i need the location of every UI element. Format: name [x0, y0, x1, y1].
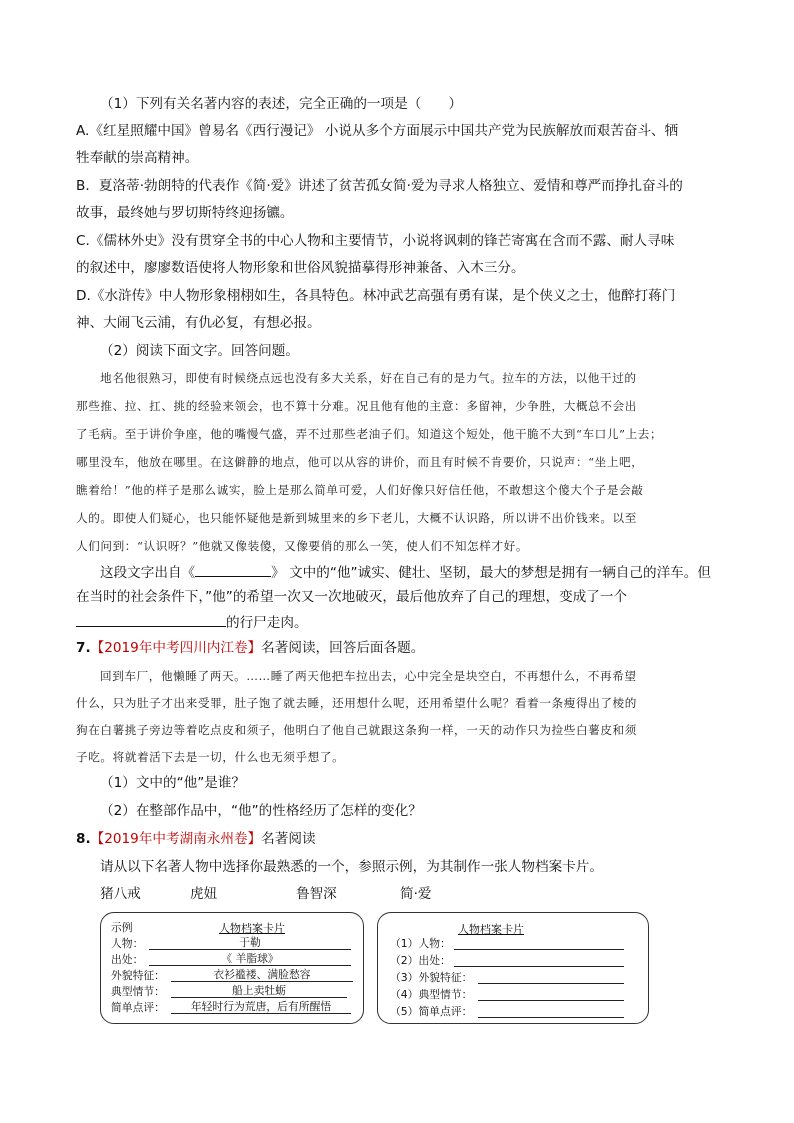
option-a-cont: 牲奉献的崇高精神。	[76, 150, 199, 166]
answer-text: 的行尸走肉。	[226, 615, 308, 631]
option-b-cont: 故事，最终她与罗切斯特终迎扬镳。	[76, 205, 294, 221]
example-label-source: 出处：	[111, 953, 144, 966]
blank-label-plot: （4）典型情节：	[390, 988, 473, 1001]
example-value-comment: 年轻时行为荒唐，后有所醒悟	[171, 1000, 351, 1014]
q8-instruction: 请从以下名著人物中选择你最熟悉的一个，参照示例，为其制作一张人物档案卡片。	[100, 859, 603, 875]
answer-line-3	[76, 612, 308, 633]
q7-passage-line: 狗在白薯挑子旁边等着吃点皮和须子，他明白了他自己就跟这条狗一样，一天的动作只为捡些白薯皮和须	[76, 723, 637, 737]
example-value-plot: 船上卖牡蛎	[171, 984, 347, 998]
character-option[interactable]: 鲁智深	[296, 886, 337, 902]
example-value-character: 于勒	[149, 936, 351, 950]
blank-label-source: （2）出处：	[390, 954, 451, 967]
passage-line: 了毛病。至于讲价争座，他的嘴慢气盛，弄不过那些老油子们。知道这个短处，他干脆不大到“车口儿”上去；	[76, 427, 663, 441]
q8-title: 名著阅读	[261, 831, 316, 847]
q7-sub-question-2: （2）在整部作品中，“他”的性格经历了怎样的变化？	[100, 803, 422, 819]
q7-number: 7.	[76, 640, 91, 656]
example-label-appearance: 外貌特征：	[111, 969, 165, 982]
example-value-source: 《 羊脂球》	[149, 952, 351, 966]
passage-line: 人们问到：“认识呀？”他就又像装傻，又像要俏的那么一笑，使人们不知怎样才好。	[76, 539, 529, 553]
passage-line: 那些推、拉、扛、挑的经验来领会，也不算十分难。况且他有他的主意：多留神，少争胜，大概总不会出	[76, 399, 637, 413]
passage-line: 哪里没车，他放在哪里。在这僻静的地点，他可以从容的讲价，而且有时候不肯要价，只说声：“坐上吧，	[76, 455, 644, 469]
q8-heading	[76, 829, 316, 849]
q7-source: 【2019年中考四川内江卷】	[90, 640, 262, 656]
example-tag: 示例	[111, 921, 133, 934]
answer-line-2: 在当时的社会条件下，”他”的希望一次又一次地破灭，最后他放弃了自己的理想，变成了一个	[76, 589, 628, 605]
book-title-blank[interactable]	[195, 562, 271, 577]
blank-field-source[interactable]	[454, 953, 624, 967]
character-option[interactable]: 简·爱	[400, 886, 432, 902]
blank-field-appearance[interactable]	[478, 970, 624, 984]
passage-line: 人的。即使人们疑心，也只能怀疑他是新到城里来的乡下老儿，大概不认识路，所以讲不出价钱来。以至	[76, 511, 637, 525]
passage-line: 瞧着给！”他的样子是那么诚实，脸上是那么简单可爱，人们好像只好信任他，不敢想这个傻大个子是会敲	[76, 483, 644, 497]
example-card-title: 人物档案卡片	[219, 922, 285, 935]
blank-profile-card	[377, 912, 649, 1024]
passage-line: 地名他很熟习，即使有时候绕点远也没有多大关系，好在自己有的是力气。拉车的方法，以他干过的	[100, 371, 637, 385]
blank-field-comment[interactable]	[478, 1004, 624, 1018]
example-label-plot: 典型情节：	[111, 985, 165, 998]
q7-sub-question-1: （1）文中的“他”是谁？	[100, 775, 246, 791]
q7-title: 名著阅读，回答后面各题。	[261, 640, 425, 656]
example-profile-card	[100, 912, 364, 1024]
option-c[interactable]: C.《儒林外史》没有贯穿全书的中心人物和主要情节，小说将讽刺的锋芒寄寓在含而不露、耐人寻味	[76, 233, 675, 249]
q7-passage-line: 什么，只为肚子才出来受罪，肚子饱了就去睡，还用想什么呢，还用希望什么呢？看着一条瘦得出了棱的	[76, 696, 637, 710]
answer-blank[interactable]	[76, 612, 226, 627]
example-label-character: 人物：	[111, 937, 144, 950]
q8-number: 8.	[76, 831, 91, 847]
option-c-cont: 的叙述中，廖廖数语使将人物形象和世俗风貌描摹得形神兼备、入木三分。	[76, 260, 525, 276]
blank-field-character[interactable]	[454, 936, 624, 950]
option-a[interactable]: A.《红星照耀中国》曾易名《西行漫记》 小说从多个方面展示中国共产党为民族解放而艰苦奋斗、牺	[76, 123, 679, 139]
character-option[interactable]: 猪八戒	[100, 886, 141, 902]
blank-card-title: 人物档案卡片	[458, 923, 524, 936]
q6-part1-stem: （1）下列有关名著内容的表述，完全正确的一项是（ ）	[100, 96, 463, 112]
option-d[interactable]: D.《水浒传》中人物形象栩栩如生，各具特色。林冲武艺高强有勇有谋，是个侠义之士，他醉打蒋门	[76, 288, 676, 304]
option-d-cont: 神、大闹飞云浦，有仇必复，有想必报。	[76, 315, 321, 331]
q7-passage-line: 子吃。将就着活下去是一切，什么也无须乎想了。	[76, 750, 345, 764]
example-value-appearance: 衣衫褴褛、满脸愁容	[171, 968, 353, 982]
answer-text: 》 文中的“他”诚实、健壮、坚韧，最大的梦想是拥有一辆自己的洋车。但	[271, 565, 711, 581]
q6-part2-stem: （2）阅读下面文字。回答问题。	[100, 343, 299, 359]
option-b[interactable]: B．夏洛蒂·勃朗特的代表作《简·爱》讲述了贫苦孤女简·爱为寻求人格独立、爱情和尊严而挣扎奋斗的	[76, 178, 683, 194]
q7-passage-line: 回到车厂，他懒睡了两天。……睡了两天他把车拉出去，心中完全是块空白，不再想什么，不再希望	[100, 669, 637, 683]
blank-label-character: （1）人物：	[390, 937, 451, 950]
answer-line-1	[100, 562, 711, 583]
character-option[interactable]: 虎妞	[190, 886, 218, 902]
q8-source: 【2019年中考湖南永州卷】	[90, 831, 262, 847]
blank-label-appearance: （3）外貌特征：	[390, 971, 473, 984]
blank-label-comment: （5）简单点评：	[390, 1005, 473, 1018]
blank-field-plot[interactable]	[478, 987, 624, 1001]
q7-heading	[76, 638, 424, 658]
answer-text: 这段文字出自《	[100, 565, 196, 581]
example-label-comment: 简单点评：	[111, 1001, 165, 1014]
